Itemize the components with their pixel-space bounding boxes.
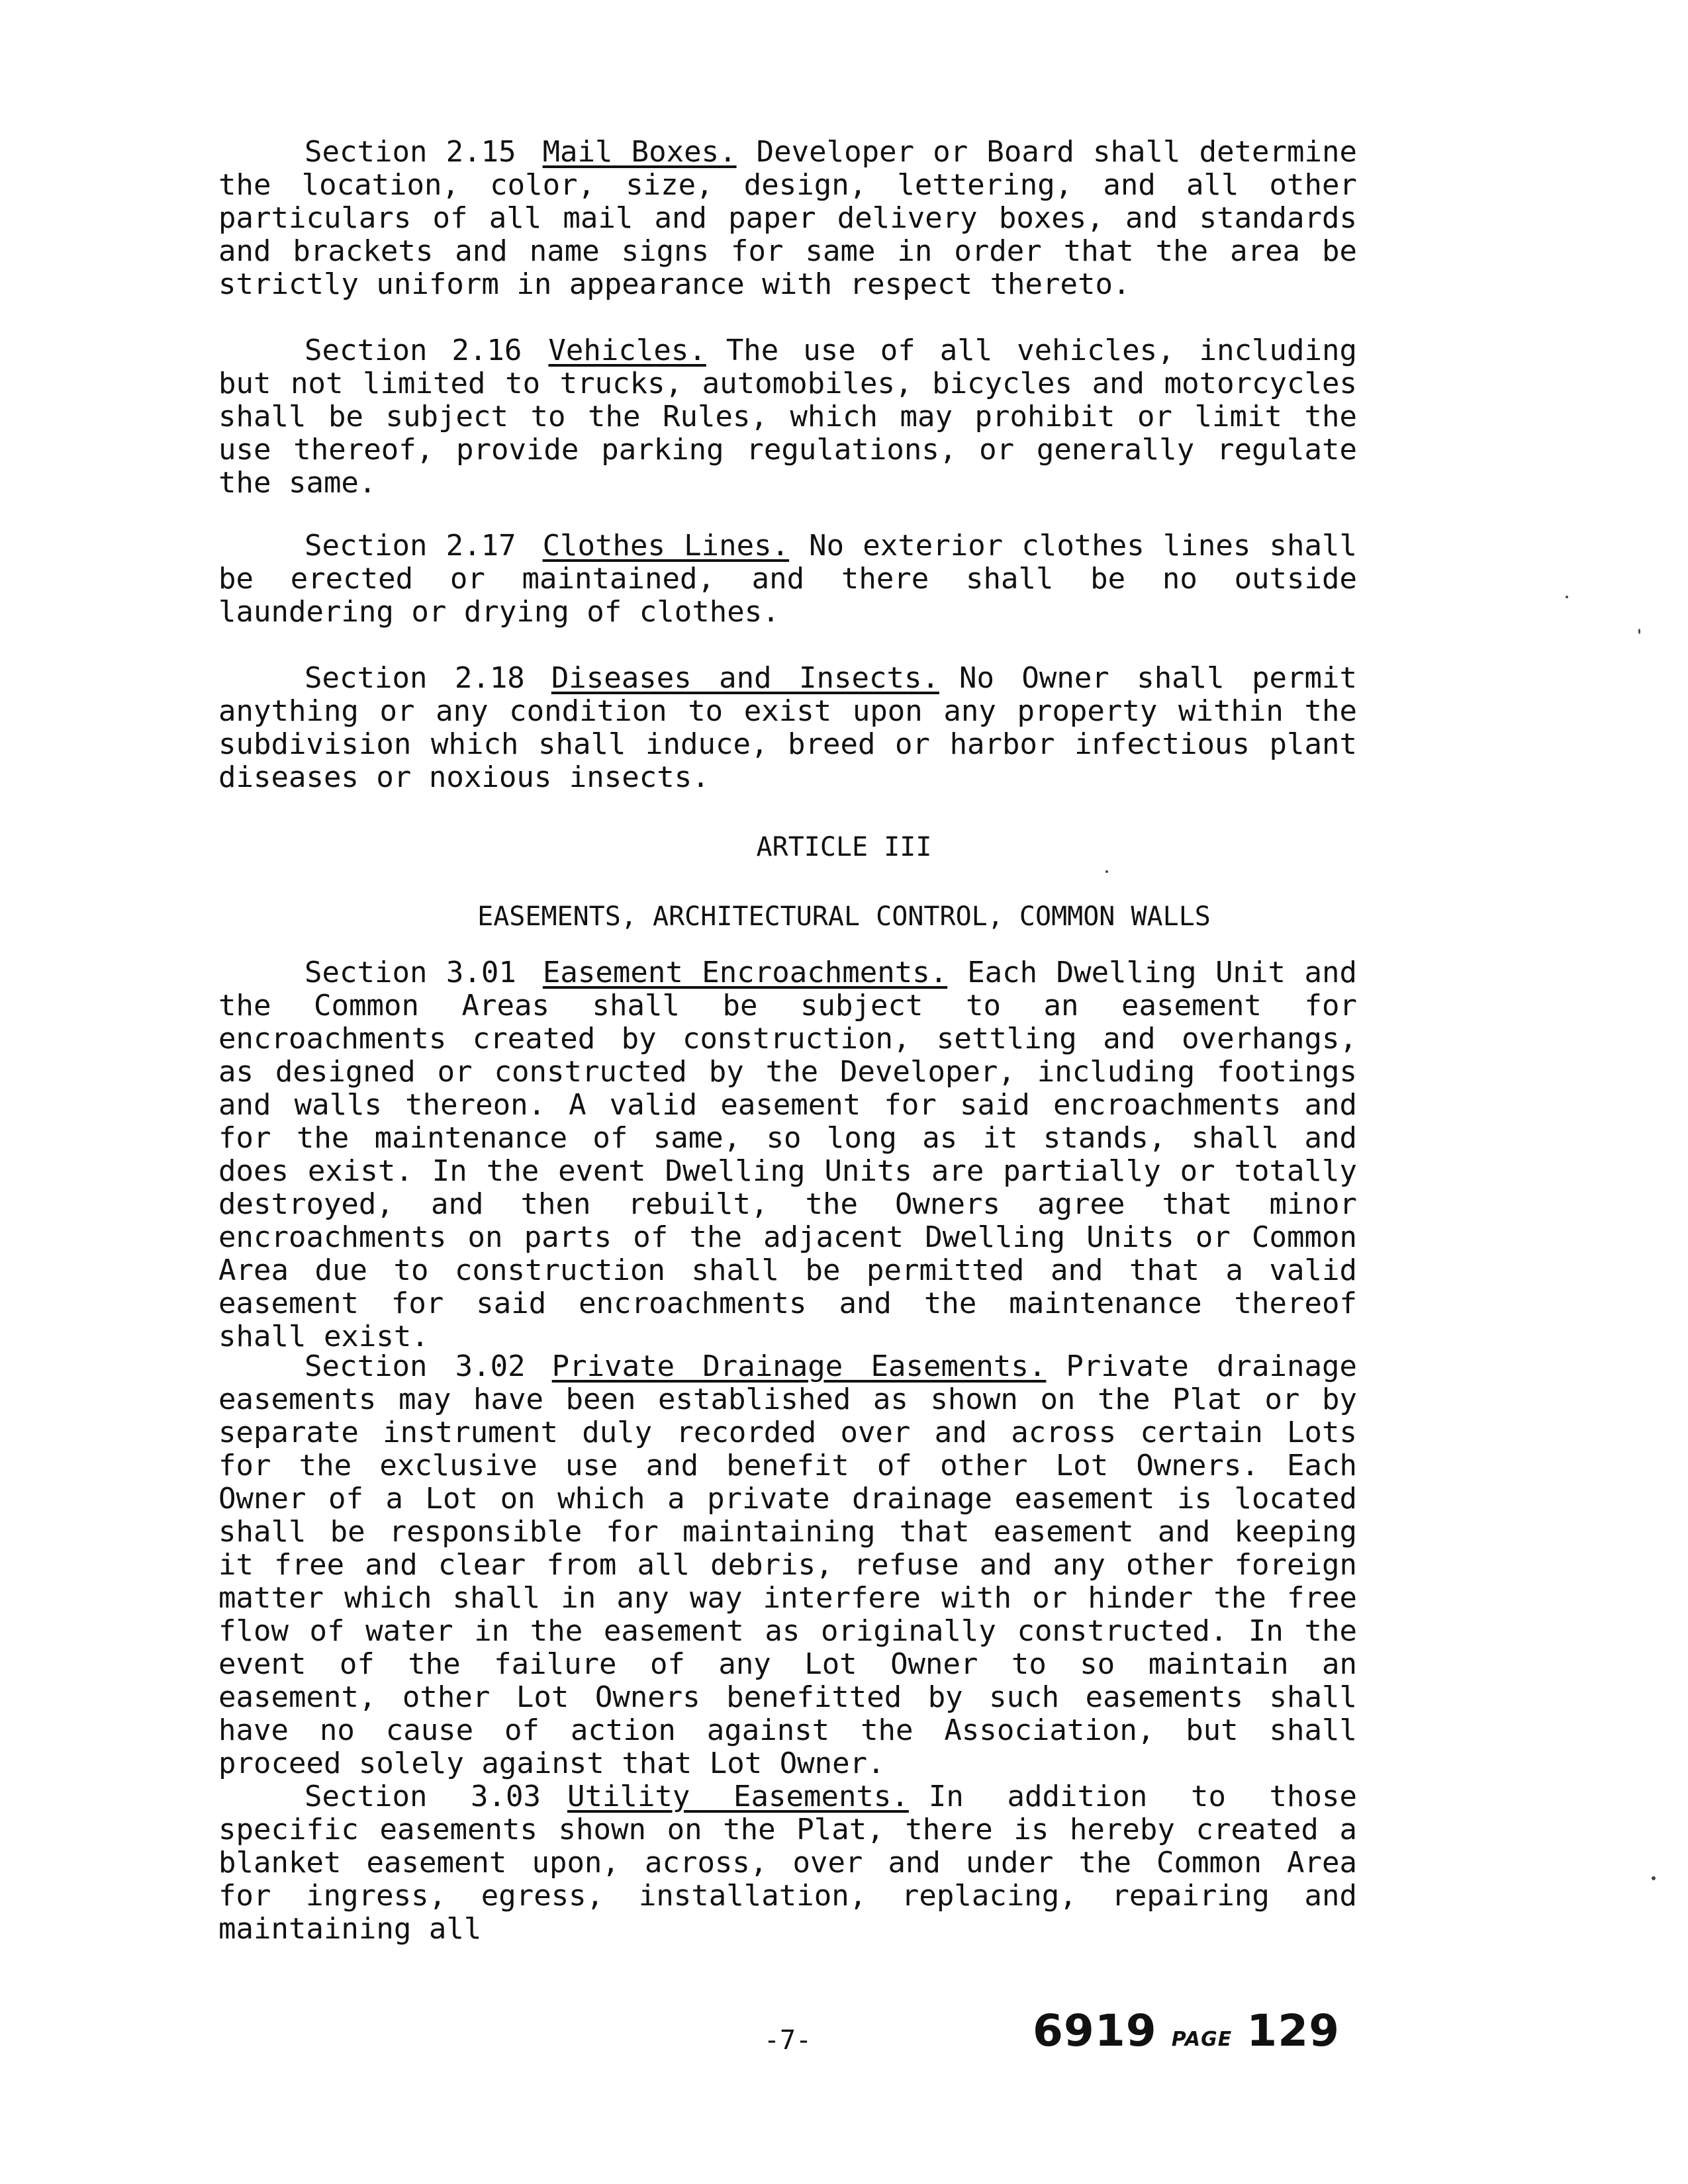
section-2-17 (218, 529, 1357, 629)
section-number: Section 2.16 (305, 334, 522, 367)
section-heading: Vehicles. (548, 334, 706, 367)
article-subtitle: EASEMENTS, ARCHITECTURAL CONTROL, COMMON WALLS (477, 901, 1211, 932)
scan-speck (1638, 629, 1640, 634)
section-body: No Owner shall permit anything or any condition to exist upon any property within the subdivision which shall induce, breed or harbor infectious plant diseases or noxious insects. (218, 661, 1358, 794)
page-number: -7- (763, 2025, 812, 2056)
recording-stamp (1033, 2005, 1340, 2056)
section-2-18 (218, 662, 1357, 794)
section-3-03 (218, 1780, 1357, 1946)
section-body: Private drainage easements may have been established as shown on the Plat or by separate instrument duly recorded over and across certain Lots for the exclusive use and benefit of other Lot Owners. Each Owner of a Lot on which a private drainage easement is located shall be responsible for maintaining that easement and keeping it free and clear from all debris, refuse and any other foreign matter which shall in any way interfere with or hinder the free flow of water in the easement as originally constructed. In the event of the failure of any Lot Owner to so maintain an easement, other Lot Owners benefitted by such easements shall have no cause of action against the Association, but shall proceed solely against that Lot Owner. (218, 1349, 1357, 1780)
section-number: Section 3.01 (305, 956, 516, 989)
section-3-02 (218, 1350, 1357, 1780)
section-2-16 (218, 334, 1357, 500)
section-2-15 (218, 136, 1357, 301)
section-number: Section 2.18 (305, 661, 525, 695)
section-body: In addition to those specific easements shown on the Plat, there is hereby created a blanket easement upon, across, over and under the Common Area for ingress, egress, installation, replacing, repairing and maintaining all (218, 1780, 1357, 1946)
scan-speck (1566, 596, 1568, 598)
section-heading: Clothes Lines. (542, 529, 790, 563)
book-number: 6919 (1033, 2005, 1157, 2056)
section-heading: Private Drainage Easements. (551, 1349, 1047, 1383)
book-page: 129 (1246, 2005, 1340, 2056)
section-heading: Mail Boxes. (542, 135, 737, 169)
scan-speck (1652, 1876, 1656, 1880)
section-3-01 (218, 956, 1357, 1353)
page-label: PAGE (1171, 2028, 1233, 2051)
section-heading: Utility Easements. (567, 1780, 909, 1813)
scan-speck (1105, 870, 1108, 873)
section-body: The use of all vehicles, including but not limited to trucks, automobiles, bicycles and motorcycles shall be subject to the Rules, which may prohibit or limit the use thereof, provide parking regulations, or generally regulate the same. (218, 334, 1357, 500)
section-number: Section 2.15 (305, 135, 516, 169)
article-title: ARTICLE III (756, 832, 932, 862)
section-body: No exterior clothes lines shall be erected or maintained, and there shall be no outside laundering or drying of clothes. (218, 529, 1357, 629)
section-body: Developer or Board shall determine the location, color, size, design, lettering, and all other particulars of all mail and paper delivery boxes, and standards and brackets and name signs for same in order that the area be strictly uniform in appearance with respect thereto. (218, 135, 1357, 301)
section-body: Each Dwelling Unit and the Common Areas shall be subject to an easement for encroachments created by construction, settling and overhangs, as designed or constructed by the Developer, including footings and walls thereon. A valid easement for said encroachments and for the maintenance of same, so long as it stands, shall and does exist. In the event Dwelling Units are partially or totally destroyed, and then rebuilt, the Owners agree that minor encroachments on parts of the adjacent Dwelling Units or Common Area due to construction shall be permitted and that a valid easement for said encroachments and the maintenance thereof shall exist. (218, 956, 1357, 1353)
section-heading: Diseases and Insects. (551, 661, 939, 695)
section-heading: Easement Encroachments. (542, 956, 948, 989)
section-number: Section 2.17 (305, 529, 516, 563)
section-number: Section 3.02 (305, 1349, 526, 1383)
section-number: Section 3.03 (305, 1780, 541, 1813)
